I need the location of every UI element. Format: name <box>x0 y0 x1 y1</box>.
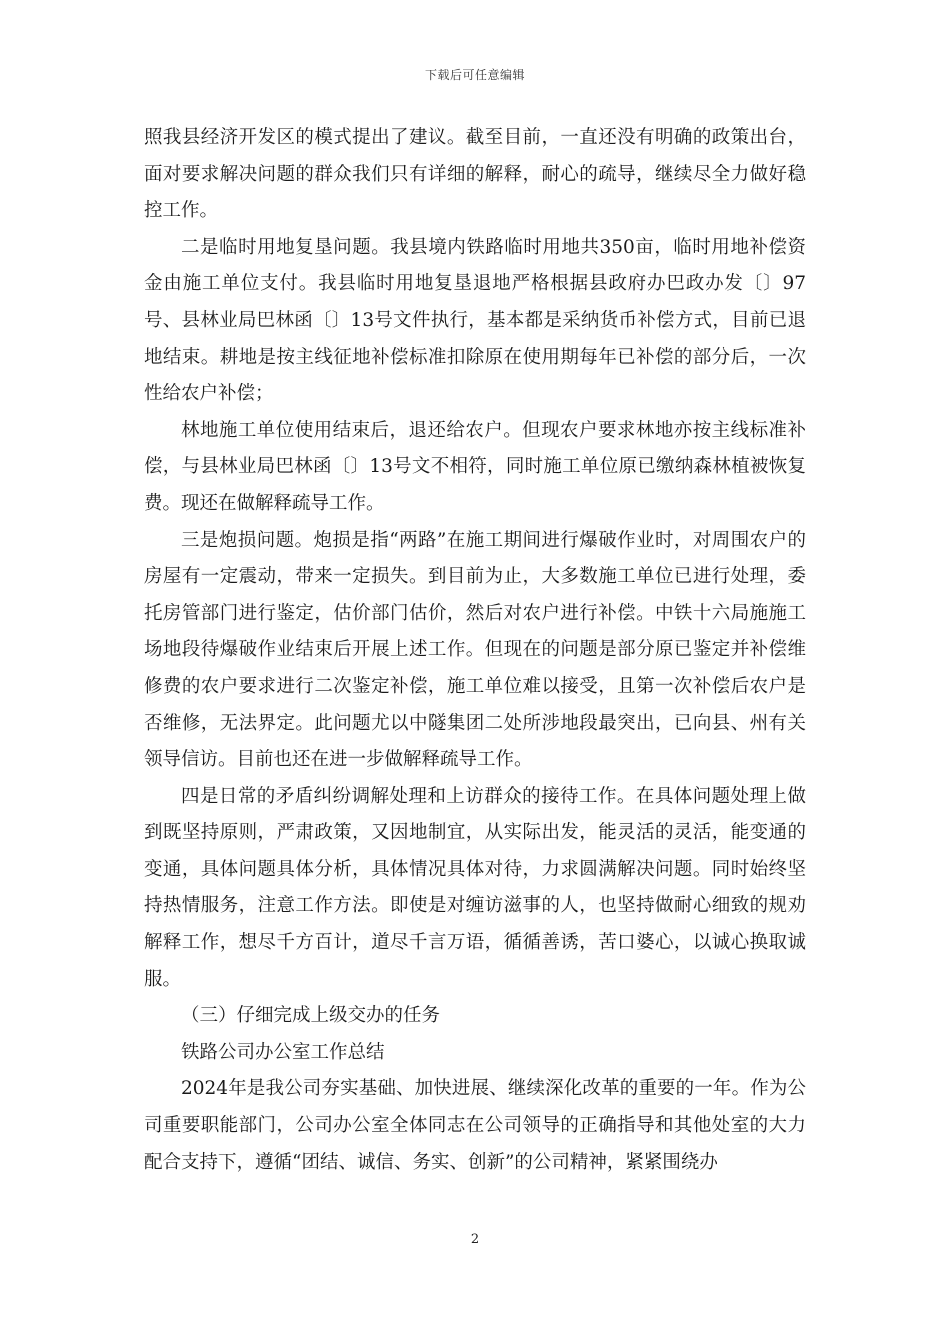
document-subtitle: 铁路公司办公室工作总结 <box>181 1041 385 1063</box>
paragraph: 林地施工单位使用结束后，退还给农户。但现农户要求林地亦按主线标准补偿，与县林业局巴林函〔〕13号文不相符，同时施工单位原已缴纳森林植被恢复费。现还在做解释疏导工作。 <box>144 419 806 514</box>
document-body <box>144 120 806 1181</box>
section-heading: （三）仔细完成上级交办的任务 <box>181 1005 441 1027</box>
paragraph: 二是临时用地复垦问题。我县境内铁路临时用地共350亩，临时用地补偿资金由施工单位支付。我县临时用地复垦退地严格根据县政府办巴政办发〔〕97号、县林业局巴林函〔〕13号文件执行，基本都是采纳货币补偿方式，目前已退地结束。耕地是按主线征地补偿标准扣除原在使用期每年已补偿的部分后，一次性给农户补偿； <box>144 236 806 405</box>
paragraph: 四是日常的矛盾纠纷调解处理和上访群众的接待工作。在具体问题处理上做到既坚持原则，严肃政策，又因地制宜，从实际出发，能灵活的灵活，能变通的变通，具体问题具体分析，具体情况具体对待，力求圆满解决问题。同时始终坚持热情服务，注意工作方法。即使是对缠访滋事的人，也坚持做耐心细致的规劝解释工作，想尽千方百计，道尽千言万语，循循善诱，苦口婆心，以诚心换取诚服。 <box>144 785 806 990</box>
paragraph: 2024年是我公司夯实基础、加快进展、继续深化改革的重要的一年。作为公司重要职能部门，公司办公室全体同志在公司领导的正确指导和其他处室的大力配合支持下，遵循“团结、诚信、务实、创新”的公司精神，紧紧围绕办 <box>144 1078 806 1173</box>
paragraph: 三是炮损问题。炮损是指“两路”在施工期间进行爆破作业时，对周围农户的房屋有一定震动，带来一定损失。到目前为止，大多数施工单位已进行处理，委托房管部门进行鉴定，估价部门估价，然后对农户进行补偿。中铁十六局施施工场地段待爆破作业结束后开展上述工作。但现在的问题是部分原已鉴定并补偿维修费的农户要求进行二次鉴定补偿，施工单位难以接受，且第一次补偿后农户是否维修，无法界定。此问题尤以中隧集团二处所涉地段最突出，已向县、州有关领导信访。目前也还在进一步做解释疏导工作。 <box>144 529 806 771</box>
header-note: 下载后可任意编辑 <box>424 68 525 82</box>
page-number: 2 <box>470 1232 480 1247</box>
paragraph: 照我县经济开发区的模式提出了建议。截至目前，一直还没有明确的政策出台，面对要求解决问题的群众我们只有详细的解释，耐心的疏导，继续尽全力做好稳控工作。 <box>144 127 806 222</box>
